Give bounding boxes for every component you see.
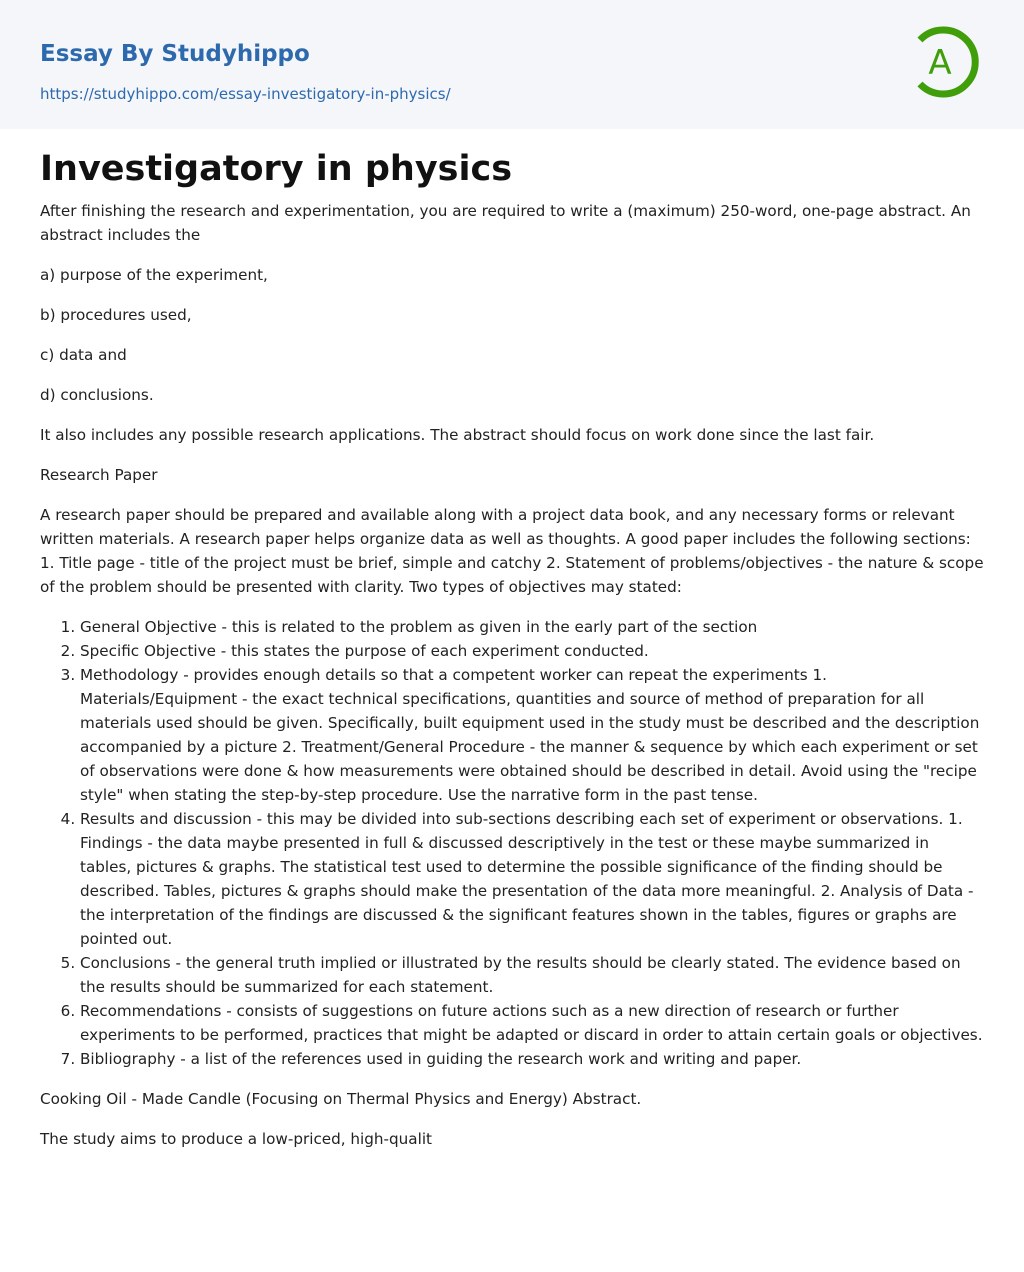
paragraph: The study aims to produce a low-priced, high-qualit — [40, 1130, 432, 1148]
paragraph: c) data and — [40, 346, 127, 364]
page-title: Investigatory in physics — [40, 149, 513, 189]
logo-letter: A — [928, 43, 952, 83]
studyhippo-logo-icon[interactable] — [906, 20, 990, 104]
paragraph: Cooking Oil - Made Candle (Focusing on Thermal Physics and Energy) Abstract. — [40, 1090, 642, 1108]
essay-content — [0, 147, 1024, 1151]
paragraph: d) conclusions. — [40, 386, 154, 404]
site-header — [0, 0, 1024, 129]
paragraph: It also includes any possible research applications. The abstract should focus on work done since the last fair. — [40, 426, 875, 444]
list-item: 1. General Objective - this is related to the problem as given in the early part of the section — [80, 615, 984, 639]
brand-title[interactable]: Essay By Studyhippo — [40, 41, 310, 67]
list-item: 6. Recommendations - consists of suggestions on future actions such as a new direction of research or further experiments to be performed, practices that might be adapted or discard in order to attain certain goals or objectives. — [80, 999, 984, 1047]
list-item: 5. Conclusions - the general truth implied or illustrated by the results should be clearly stated. The evidence based on the results should be summarized for each statement. — [80, 951, 984, 999]
sections-list — [40, 615, 984, 1071]
paragraph: A research paper should be prepared and available along with a project data book, and any necessary forms or relevant written materials. A research paper helps organize data as well as thoughts. A good paper includes the following sections: 1. Title page - title of the project must be brief, simple and catchy 2. Statement of problems/objectives - the nature & scope of the problem should be presented with clarity. Two types of objectives may stated: — [40, 506, 984, 596]
paragraph: After finishing the research and experimentation, you are required to write a (maximum) 250-word, one-page abstract. An abstract includes the — [40, 202, 971, 244]
paragraph: b) procedures used, — [40, 306, 192, 324]
section-heading: Research Paper — [40, 466, 158, 484]
list-item: 7. Bibliography - a list of the references used in guiding the research work and writing and paper. — [80, 1047, 984, 1071]
list-item: 3. Methodology - provides enough details so that a competent worker can repeat the experiments 1. Materials/Equipment - the exact technical specifications, quantities and source of method of preparation for all materials used should be given. Specifically, built equipment used in the study must be described and the description accompanied by a picture 2. Treatment/General Procedure - the manner & sequence by which each experiment or set of observations were done & how measurements were obtained should be described in detail. Avoid using the "recipe style" when stating the step-by-step procedure. Use the narrative form in the past tense. — [80, 663, 984, 807]
list-item: 2. Specific Objective - this states the purpose of each experiment conducted. — [80, 639, 984, 663]
paragraph: a) purpose of the experiment, — [40, 266, 268, 284]
page-url-link[interactable]: https://studyhippo.com/essay-investigatory-in-physics/ — [40, 85, 451, 103]
list-item: 4. Results and discussion - this may be divided into sub-sections describing each set of experiment or observations. 1. Findings - the data maybe presented in full & discussed descriptively in the test or these maybe summarized in tables, pictures & graphs. The statistical test used to determine the possible significance of the finding should be described. Tables, pictures & graphs should make the presentation of the data more meaningful. 2. Analysis of Data - the interpretation of the findings are discussed & the significant features shown in the tables, figures or graphs are pointed out. — [80, 807, 984, 951]
